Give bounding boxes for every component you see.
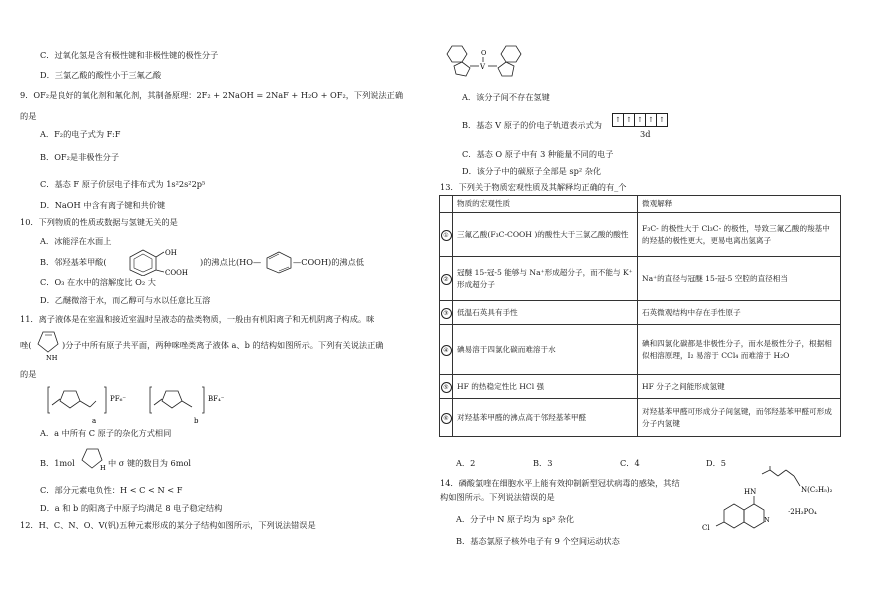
q8-option-d: D．三氯乙酸的酸性小于三氟乙酸 [40,70,162,80]
q14-stem-cont: 构如图所示。下列说法错误的是 [440,492,555,502]
table-header-explanation: 微观解释 [638,196,841,213]
table-cell-property: 冠醚 15-冠-5 能够与 Na⁺形成超分子，而不能与 K⁺ 形成超分子 [453,257,638,301]
q11-option-d: D．a 和 b 的阳离子中原子均满足 8 电子稳定结构 [40,503,223,513]
table-cell-property: 碘易溶于四氯化碳而难溶于水 [453,325,638,375]
q14-option-b: B．基态氯原子核外电子有 9 个空间运动状态 [456,536,620,546]
row-number: ④ [441,345,452,356]
orbital-box: ↑ [659,116,665,124]
table-header-row [440,196,841,213]
table-cell-property: HF 的热稳定性比 HCl 强 [453,375,638,399]
q13-option-d: D．5 [706,458,726,468]
q11-stem-cont: )分子中所有原子共平面，两种咪唑类离子液体 a、b 的结构如图所示。下列有关说法正确 [62,340,384,350]
row-number: ② [441,274,452,285]
q10-option-b-prefix: B．邻羟基苯甲酸( [40,257,107,267]
q12-stem: 12．H、C、N、O、V(钒)五种元素形成的某分子结构如图所示，下列说法错误是 [20,520,316,530]
label-a: a [92,417,97,425]
q10-option-c: C．O₃ 在水中的溶解度比 O₂ 大 [40,277,156,287]
orbital-box: ↑ [624,114,635,126]
row-number: ③ [441,308,452,319]
oxo-label: O [481,49,487,57]
imidazole-structure [34,328,62,362]
row-number: ① [441,230,452,241]
table-row [440,257,841,301]
q14-option-a: A．分子中 N 原子均为 sp³ 杂化 [456,514,575,524]
q11-option-a: A．a 中所有 C 原子的杂化方式相同 [40,428,172,438]
label-b: b [194,417,199,425]
quinoline-n-label: N [764,516,770,524]
table-row [440,301,841,325]
q10-option-b-mid: )的沸点比(HO— [200,257,262,267]
table-cell-explanation: Na⁺的直径与冠醚 15-冠-5 空腔的直径相当 [638,257,841,301]
q10-stem: 10．下列物质的性质或数据与氢键无关的是 [20,217,178,227]
table-row [440,325,841,375]
table-cell-explanation: HF 分子之间能形成氢键 [638,375,841,399]
diethylamino-label: N(C₂H₅)₂ [801,486,833,494]
q9-stem: 9．OF₂是良好的氧化剂和氟化剂，其制备原理：2F₂ + 2NaOH = 2NaF + H₂O + OF₂，下列说法正确 [20,90,404,100]
oh-label: OH [165,249,177,257]
vanadium-complex-structure [440,42,530,80]
q9-option-a: A．F₂的电子式为 F:F [40,129,121,139]
q10-option-d: D．乙醚微溶于水，而乙醇可与水以任意比互溶 [40,295,211,305]
table-cell-explanation: 石英微观结构中存在手性原子 [638,301,841,325]
q12-option-c: C．基态 O 原子中有 3 种能量不同的电子 [462,149,614,159]
hn-label: HN [744,488,757,496]
q8-option-c: C．过氧化氢是含有极性键和非极性键的极性分子 [40,50,219,60]
row-number: ⑤ [441,382,452,393]
cl-label: Cl [702,524,710,532]
q12-option-d: D．该分子中的碳原子全部是 sp² 杂化 [462,166,602,176]
q13-table [439,195,841,437]
table-row [440,213,841,257]
nh-h-label: H [100,464,106,472]
vanadium-label: V [480,63,486,71]
imidazole-small-structure [78,446,108,476]
q9-option-b: B．OF₂是非极性分子 [40,152,120,162]
q11-stem-cont-prefix: 唑( [20,340,32,350]
q11-option-b-suffix: 中 σ 键的数目为 6mol [108,458,192,468]
q9-option-c: C．基态 F 原子价层电子排布式为 1s²2s²2p⁵ [40,179,206,189]
table-row [440,399,841,437]
orbital-box: ↑ [635,114,646,126]
row-number: ⑥ [441,413,452,424]
table-cell-explanation: 碘和四氯化碳都是非极性分子，而水是极性分子，根据相似相溶原理，I₂ 易溶于 CCl₄ 而难溶于 H₂O [638,325,841,375]
q13-option-a: A．2 [456,458,476,468]
ionic-liquid-structures [46,383,236,425]
q13-option-c: C．4 [620,458,640,468]
orbital-3d-label: 3d [640,129,651,139]
q11-stem-cont2: 的是 [20,369,37,379]
phosphate-label: ·2H₃PO₄ [788,508,817,516]
table-cell-explanation: F₃C- 的极性大于 Cl₃C- 的极性，导致三氟乙酸的羧基中的羟基的极性更大，更易电离出氢离子 [638,213,841,257]
table-cell-explanation: 对羟基苯甲醛可形成分子间氢键，而邻羟基苯甲醛可形成分子内氢键 [638,399,841,437]
benzene-ring-structure [264,250,294,274]
q9-option-d: D．NaOH 中含有离子键和共价键 [40,200,166,210]
orbital-diagram-3d [612,113,668,127]
cooh-label: COOH [165,269,188,276]
table-cell-property: 对羟基苯甲醛的沸点高于邻羟基苯甲醛 [453,399,638,437]
table-cell-property: 三氟乙酸(F₃C-COOH )的酸性大于三氯乙酸的酸性 [453,213,638,257]
table-cell-property: 低温石英具有手性 [453,301,638,325]
chloroquine-phosphate-structure [700,466,850,534]
orbital-box: ↑ [613,114,624,126]
orbital-box: ↑ [646,114,657,126]
q10-option-b-suffix: —COOH)的沸点低 [293,257,364,267]
q9-stem-cont: 的是 [20,111,37,121]
q12-option-a: A．该分子间不存在氢键 [462,92,550,102]
q12-option-b: B．基态 V 原子的价电子轨道表示式为 [462,120,602,130]
pf6-label: PF₆⁻ [110,395,127,403]
bf4-label: BF₄⁻ [208,395,225,403]
table-row [440,375,841,399]
salicylic-acid-structure [126,246,200,276]
q11-stem: 11．离子液体是在室温和接近室温时呈液态的盐类物质，一般由有机阳离子和无机阴离子构成。咪 [20,314,375,324]
q13-stem: 13．下列关于物质宏观性质及其解释均正确的有_个 [440,182,627,192]
q13-option-b: B．3 [533,458,553,468]
table-header-property: 物质的宏观性质 [453,196,638,213]
q14-stem: 14．磷酸氯喹在细胞水平上能有效抑制新型冠状病毒的感染，其结 [440,478,680,488]
q10-option-a: A．冰能浮在水面上 [40,236,112,246]
q11-option-c: C．部分元素电负性：H < C < N < F [40,485,183,495]
nh-label: NH [46,354,58,362]
q11-option-b-prefix: B．1mol [40,458,75,468]
